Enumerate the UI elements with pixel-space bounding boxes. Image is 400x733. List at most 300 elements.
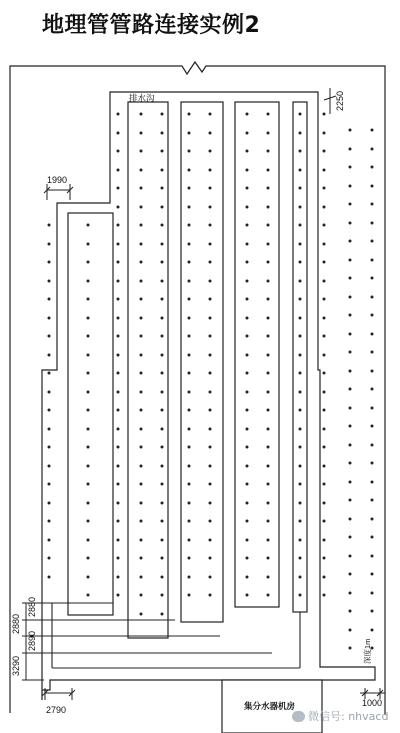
borehole-point (161, 539, 164, 542)
borehole-point (188, 520, 191, 523)
borehole-point (188, 372, 191, 375)
borehole-point (246, 428, 249, 431)
borehole-point (48, 391, 51, 394)
borehole-point (246, 576, 249, 579)
borehole-point (246, 280, 249, 283)
borehole-point (188, 317, 191, 320)
borehole-point (299, 502, 302, 505)
borehole-point (246, 483, 249, 486)
borehole-point (299, 594, 302, 597)
borehole-point (48, 446, 51, 449)
borehole-point (267, 539, 270, 542)
borehole-point (323, 224, 326, 227)
borehole-point (140, 354, 143, 357)
borehole-point (209, 261, 212, 264)
borehole-point (140, 261, 143, 264)
dim-2250: 2250 (335, 90, 345, 111)
borehole-point (371, 222, 374, 225)
borehole-point (349, 629, 352, 632)
borehole-point (371, 166, 374, 169)
borehole-point (117, 224, 120, 227)
borehole-point (48, 502, 51, 505)
borehole-point (267, 150, 270, 153)
borehole-point (323, 261, 326, 264)
borehole-point (161, 335, 164, 338)
borehole-point (349, 148, 352, 151)
borehole-point (117, 354, 120, 357)
borehole-point (246, 206, 249, 209)
borehole-point (140, 113, 143, 116)
borehole-point (48, 428, 51, 431)
borehole-point (140, 576, 143, 579)
borehole-point (209, 354, 212, 357)
borehole-point (188, 594, 191, 597)
borehole-point (246, 354, 249, 357)
dim-1000: 1000 (362, 698, 383, 708)
borehole-point (299, 354, 302, 357)
borehole-point (117, 372, 120, 375)
borehole-point (323, 132, 326, 135)
borehole-point (188, 224, 191, 227)
borehole-point (209, 243, 212, 246)
borehole-point (209, 539, 212, 542)
borehole-point (246, 317, 249, 320)
borehole-point (267, 224, 270, 227)
borehole-point (140, 150, 143, 153)
borehole-point (140, 446, 143, 449)
borehole-point (140, 502, 143, 505)
borehole-point (188, 206, 191, 209)
borehole-point (48, 372, 51, 375)
borehole-point (323, 520, 326, 523)
borehole-point (267, 409, 270, 412)
borehole-point (267, 391, 270, 394)
borehole-point (87, 335, 90, 338)
borehole-point (323, 280, 326, 283)
borehole-point (48, 335, 51, 338)
borehole-point (323, 557, 326, 560)
borehole-point (371, 425, 374, 428)
borehole-point (117, 502, 120, 505)
borehole-point (87, 391, 90, 394)
borehole-point (161, 465, 164, 468)
watermark (292, 708, 388, 724)
borehole-point (140, 465, 143, 468)
borehole-point (209, 483, 212, 486)
borehole-point (117, 243, 120, 246)
borehole-point (267, 483, 270, 486)
borehole-point (349, 462, 352, 465)
borehole-point (267, 298, 270, 301)
borehole-point (299, 317, 302, 320)
borehole-point (246, 502, 249, 505)
borehole-point (267, 261, 270, 264)
borehole-point (323, 576, 326, 579)
borehole-point (87, 243, 90, 246)
borehole-point (267, 280, 270, 283)
borehole-point (161, 317, 164, 320)
borehole-point (140, 557, 143, 560)
borehole-point (371, 444, 374, 447)
borehole-point (48, 280, 51, 283)
borehole-point (371, 573, 374, 576)
borehole-point (209, 502, 212, 505)
borehole-point (246, 224, 249, 227)
borehole-point (267, 372, 270, 375)
borehole-point (371, 536, 374, 539)
borehole-point (349, 222, 352, 225)
borehole-point (87, 502, 90, 505)
borehole-point (371, 499, 374, 502)
borehole-point (246, 113, 249, 116)
borehole-point (48, 557, 51, 560)
borehole-point (140, 594, 143, 597)
borehole-point (267, 206, 270, 209)
borehole-point (161, 132, 164, 135)
borehole-point (246, 594, 249, 597)
borehole-point (323, 335, 326, 338)
site-boundary (10, 62, 385, 715)
borehole-point (323, 243, 326, 246)
borehole-point (371, 555, 374, 558)
borehole-point (299, 132, 302, 135)
borehole-point (299, 391, 302, 394)
borehole-point (161, 169, 164, 172)
borehole-point (48, 409, 51, 412)
borehole-point (87, 483, 90, 486)
borehole-point (371, 277, 374, 280)
borehole-point (161, 502, 164, 505)
borehole-point (117, 132, 120, 135)
borehole-point (87, 261, 90, 264)
borehole-point (299, 261, 302, 264)
borehole-point (117, 594, 120, 597)
borehole-point (299, 428, 302, 431)
borehole-point (323, 372, 326, 375)
borehole-point (299, 335, 302, 338)
borehole-point (209, 317, 212, 320)
borehole-point (117, 187, 120, 190)
borehole-point (140, 483, 143, 486)
borehole-point (299, 446, 302, 449)
borehole-point (188, 465, 191, 468)
borehole-point (117, 465, 120, 468)
borehole-point (323, 187, 326, 190)
borehole-point (299, 539, 302, 542)
borehole-point (161, 557, 164, 560)
borehole-point (48, 465, 51, 468)
borehole-point (140, 169, 143, 172)
borehole-point (161, 206, 164, 209)
borehole-point (188, 113, 191, 116)
borehole-point (349, 166, 352, 169)
depth-label: 深度1m (363, 638, 372, 664)
borehole-point (371, 333, 374, 336)
borehole-point (87, 520, 90, 523)
borehole-point (371, 240, 374, 243)
borehole-point (371, 518, 374, 521)
borehole-point (209, 187, 212, 190)
borehole-point (299, 280, 302, 283)
borehole-point (267, 243, 270, 246)
borehole-point (371, 259, 374, 262)
borehole-point (140, 206, 143, 209)
borehole-point (246, 557, 249, 560)
borehole-point (349, 185, 352, 188)
borehole-point (140, 391, 143, 394)
borehole-point (246, 150, 249, 153)
borehole-point (48, 483, 51, 486)
borehole-point (161, 409, 164, 412)
borehole-point (349, 240, 352, 243)
borehole-point (299, 113, 302, 116)
borehole-point (188, 150, 191, 153)
borehole-point (246, 298, 249, 301)
borehole-point (267, 557, 270, 560)
dim-2880-b: 2880 (27, 596, 37, 617)
borehole-point (267, 520, 270, 523)
borehole-point (246, 169, 249, 172)
borehole-point (209, 576, 212, 579)
borehole-point (349, 129, 352, 132)
borehole-point (140, 520, 143, 523)
borehole-point (161, 446, 164, 449)
borehole-point (349, 370, 352, 373)
borehole-point (48, 576, 51, 579)
borehole-point (161, 372, 164, 375)
borehole-points (48, 113, 374, 650)
borehole-point (323, 150, 326, 153)
dim-1990: 1990 (47, 175, 68, 185)
borehole-point (161, 354, 164, 357)
borehole-point (267, 446, 270, 449)
borehole-point (87, 298, 90, 301)
borehole-point (371, 407, 374, 410)
borehole-point (371, 610, 374, 613)
borehole-point (246, 465, 249, 468)
borehole-point (161, 483, 164, 486)
borehole-point (349, 277, 352, 280)
borehole-point (87, 446, 90, 449)
borehole-point (117, 206, 120, 209)
borehole-point (246, 372, 249, 375)
borehole-point (299, 576, 302, 579)
borehole-point (188, 391, 191, 394)
borehole-point (246, 261, 249, 264)
borehole-point (267, 335, 270, 338)
borehole-point (246, 409, 249, 412)
dim-2890: 2890 (27, 630, 37, 651)
borehole-point (140, 132, 143, 135)
borehole-point (371, 388, 374, 391)
borehole-point (188, 502, 191, 505)
borehole-point (48, 520, 51, 523)
borehole-point (117, 557, 120, 560)
borehole-point (209, 298, 212, 301)
borehole-point (299, 224, 302, 227)
borehole-point (140, 187, 143, 190)
borehole-point (188, 428, 191, 431)
borehole-point (117, 446, 120, 449)
dim-3290: 3290 (11, 655, 21, 676)
borehole-point (48, 261, 51, 264)
borehole-point (117, 169, 120, 172)
borehole-point (246, 132, 249, 135)
borehole-point (349, 536, 352, 539)
borehole-point (349, 592, 352, 595)
borehole-point (299, 465, 302, 468)
borehole-point (323, 446, 326, 449)
borehole-point (323, 113, 326, 116)
borehole-point (267, 113, 270, 116)
borehole-point (349, 499, 352, 502)
borehole-point (117, 428, 120, 431)
borehole-point (323, 298, 326, 301)
borehole-point (246, 243, 249, 246)
borehole-point (140, 335, 143, 338)
borehole-point (117, 520, 120, 523)
borehole-point (188, 576, 191, 579)
borehole-point (117, 298, 120, 301)
borehole-point (209, 113, 212, 116)
borehole-point (323, 539, 326, 542)
borehole-point (323, 409, 326, 412)
borehole-point (323, 354, 326, 357)
borehole-point (349, 388, 352, 391)
borehole-point (140, 613, 143, 616)
borehole-point (188, 539, 191, 542)
borehole-point (267, 187, 270, 190)
borehole-point (246, 539, 249, 542)
borehole-point (349, 573, 352, 576)
borehole-point (209, 428, 212, 431)
borehole-point (161, 391, 164, 394)
borehole-point (48, 317, 51, 320)
borehole-point (323, 169, 326, 172)
borehole-point (371, 592, 374, 595)
borehole-point (188, 243, 191, 246)
borehole-point (140, 409, 143, 412)
borehole-point (209, 594, 212, 597)
borehole-point (161, 298, 164, 301)
borehole-point (267, 317, 270, 320)
borehole-point (209, 224, 212, 227)
borehole-point (299, 187, 302, 190)
borehole-point (371, 629, 374, 632)
borehole-point (188, 483, 191, 486)
borehole-point (117, 391, 120, 394)
borehole-point (161, 576, 164, 579)
borehole-point (209, 150, 212, 153)
borehole-point (299, 243, 302, 246)
borehole-point (117, 261, 120, 264)
borehole-point (299, 372, 302, 375)
borehole-point (209, 335, 212, 338)
borehole-point (209, 280, 212, 283)
borehole-point (140, 539, 143, 542)
header-pipes (40, 603, 300, 668)
borehole-point (209, 465, 212, 468)
borehole-point (349, 203, 352, 206)
borehole-point (117, 317, 120, 320)
borehole-point (209, 557, 212, 560)
dim-2790: 2790 (46, 705, 67, 715)
borehole-point (299, 409, 302, 412)
borehole-point (371, 129, 374, 132)
borehole-point (349, 425, 352, 428)
borehole-point (267, 594, 270, 597)
borehole-point (371, 203, 374, 206)
borehole-point (371, 296, 374, 299)
borehole-point (161, 243, 164, 246)
borehole-point (299, 520, 302, 523)
borehole-point (140, 224, 143, 227)
borehole-point (371, 314, 374, 317)
borehole-point (209, 132, 212, 135)
borehole-point (246, 391, 249, 394)
borehole-point (87, 465, 90, 468)
borehole-point (267, 428, 270, 431)
borehole-point (267, 354, 270, 357)
borehole-point (371, 370, 374, 373)
borehole-point (161, 150, 164, 153)
borehole-point (117, 280, 120, 283)
borehole-point (323, 483, 326, 486)
borehole-point (371, 462, 374, 465)
borehole-point (48, 354, 51, 357)
borehole-point (371, 481, 374, 484)
borehole-point (188, 132, 191, 135)
borehole-point (87, 428, 90, 431)
borehole-point (246, 446, 249, 449)
borehole-point (246, 187, 249, 190)
borehole-point (188, 187, 191, 190)
borehole-point (188, 446, 191, 449)
borehole-point (87, 354, 90, 357)
borehole-point (371, 185, 374, 188)
borehole-point (209, 391, 212, 394)
pipe-loops (68, 102, 307, 638)
borehole-point (140, 280, 143, 283)
borehole-point (323, 391, 326, 394)
borehole-point (161, 280, 164, 283)
borehole-point (267, 465, 270, 468)
borehole-point (349, 518, 352, 521)
borehole-point (87, 317, 90, 320)
borehole-point (87, 557, 90, 560)
borehole-point (87, 539, 90, 542)
borehole-point (349, 610, 352, 613)
borehole-point (188, 280, 191, 283)
borehole-point (349, 444, 352, 447)
borehole-point (87, 576, 90, 579)
borehole-point (48, 243, 51, 246)
borehole-point (371, 351, 374, 354)
borehole-point (140, 317, 143, 320)
borehole-point (209, 169, 212, 172)
borehole-point (349, 314, 352, 317)
borehole-point (299, 169, 302, 172)
borehole-point (349, 481, 352, 484)
borehole-point (87, 409, 90, 412)
borehole-point (117, 483, 120, 486)
borehole-point (87, 372, 90, 375)
borehole-point (349, 555, 352, 558)
borehole-point (161, 187, 164, 190)
borehole-point (349, 647, 352, 650)
borehole-point (161, 520, 164, 523)
borehole-point (48, 539, 51, 542)
